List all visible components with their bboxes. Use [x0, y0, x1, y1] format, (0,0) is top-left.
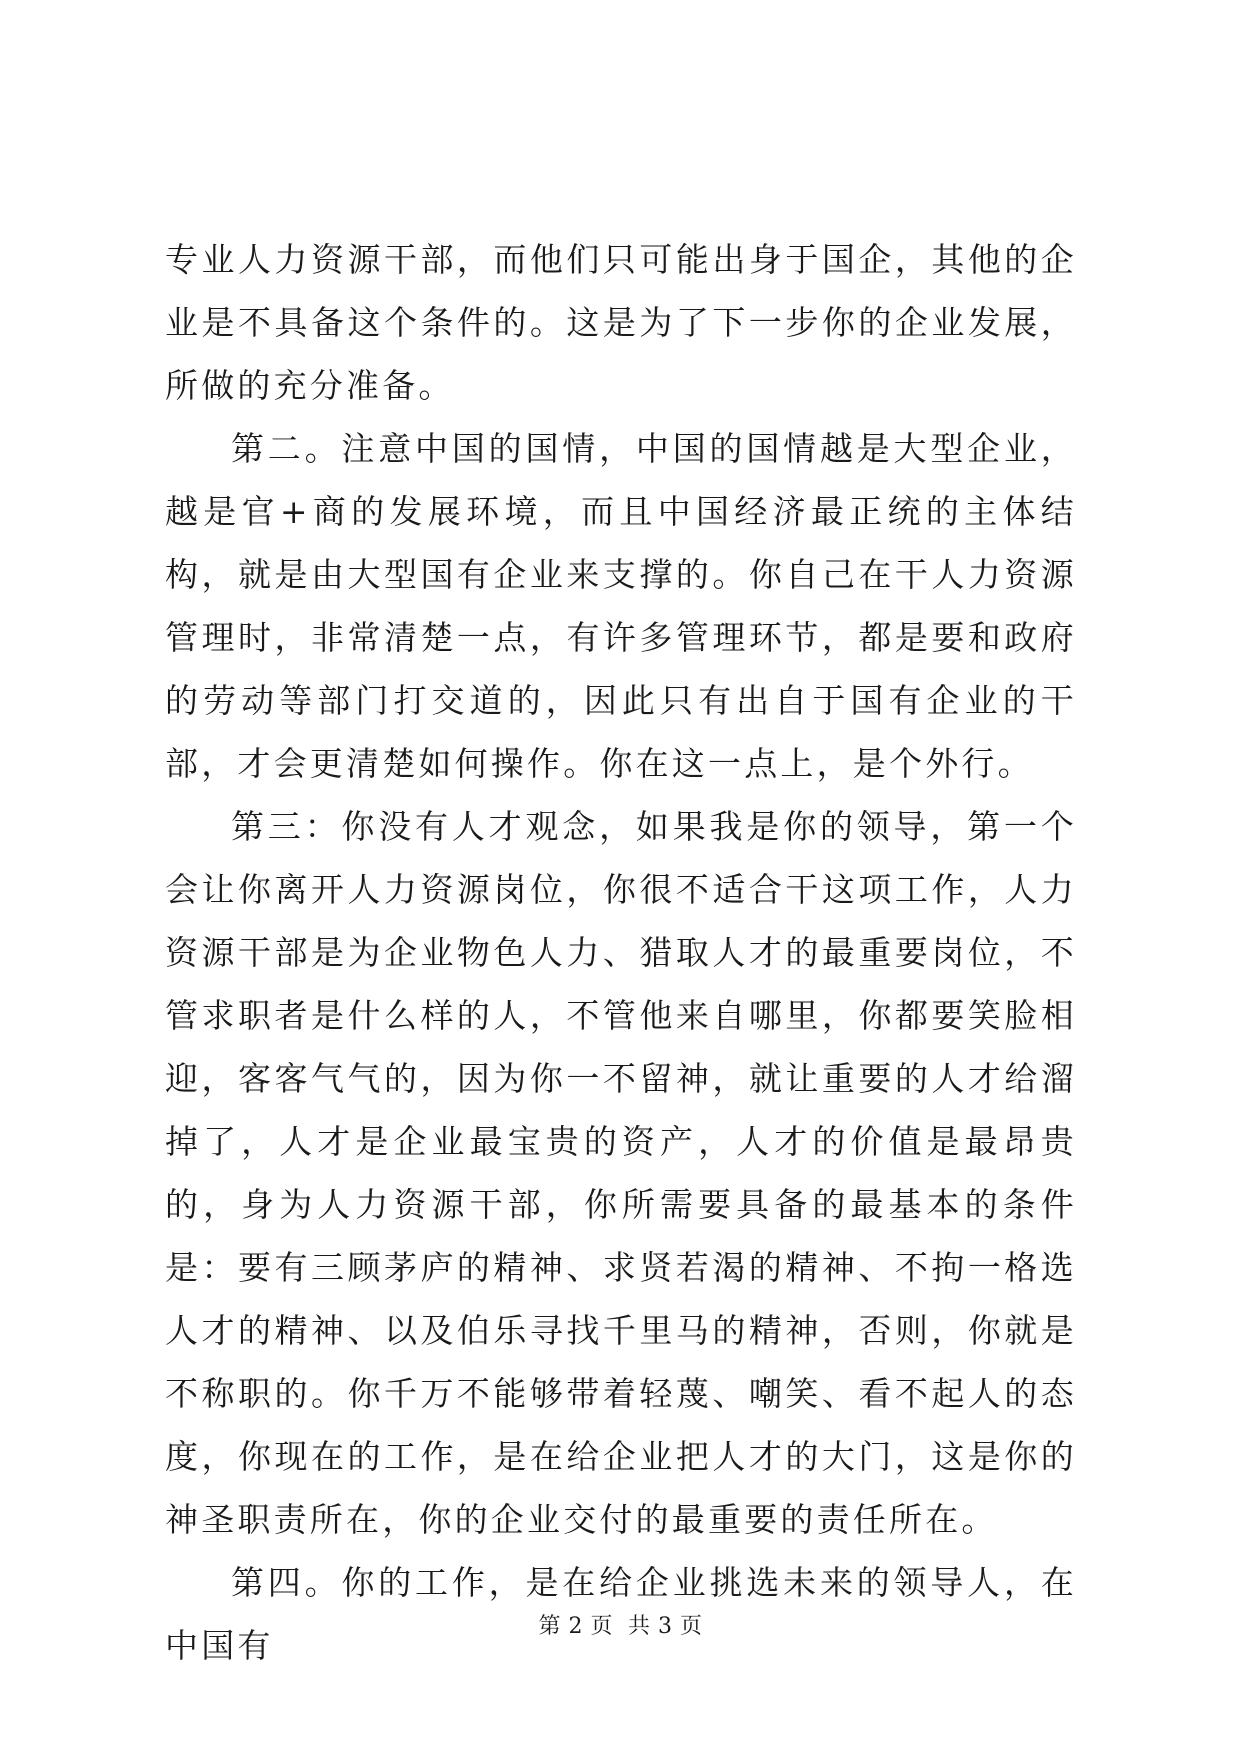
paragraph-second: 第二。注意中国的国情，中国的国情越是大型企业，越是官+商的发展环境，而且中国经济最正统的主体结构，就是由大型国有企业来支撑的。你自己在干人力资源管理时，非常清楚一点，有许多管理环节，都是要和政府的劳动等部门打交道的，因此只有出自于国有企业的干部，才会更清楚如何操作。你在这一点上，是个外行。: [165, 429, 1077, 783]
paragraph-third: 第三：你没有人才观念，如果我是你的领导，第一个会让你离开人力资源岗位，你很不适合干这项工作，人力资源干部是为企业物色人力、猎取人才的最重要岗位，不管求职者是什么样的人，不管他来自哪里，你都要笑脸相迎，客客气气的，因为你一不留神，就让重要的人才给溜掉了，人才是企业最宝贵的资产，人才的价值是最昂贵的，身为人力资源干部，你所需要具备的最基本的条件是：要有三顾茅庐的精神、求贤若渴的精神、不拘一格选人才的精神、以及伯乐寻找千里马的精神，否则，你就是不称职的。你千万不能够带着轻蔑、嘲笑、看不起人的态度，你现在的工作，是在给企业把人才的大门，这是你的神圣职责所在，你的企业交付的最重要的责任所在。: [165, 807, 1077, 1539]
page-footer: [0, 1609, 1241, 1640]
paragraph-continued: 专业人力资源干部，而他们只可能出身于国企，其他的企业是不具备这个条件的。这是为了下一步你的企业发展，所做的充分准备。: [165, 240, 1077, 405]
document-body: [165, 228, 1077, 1677]
paragraph-fourth: 第四。你的工作，是在给企业挑选未来的领导人，在中国有: [165, 1563, 1077, 1665]
page-number-label: 第 2 页 共 3 页: [538, 1614, 703, 1639]
